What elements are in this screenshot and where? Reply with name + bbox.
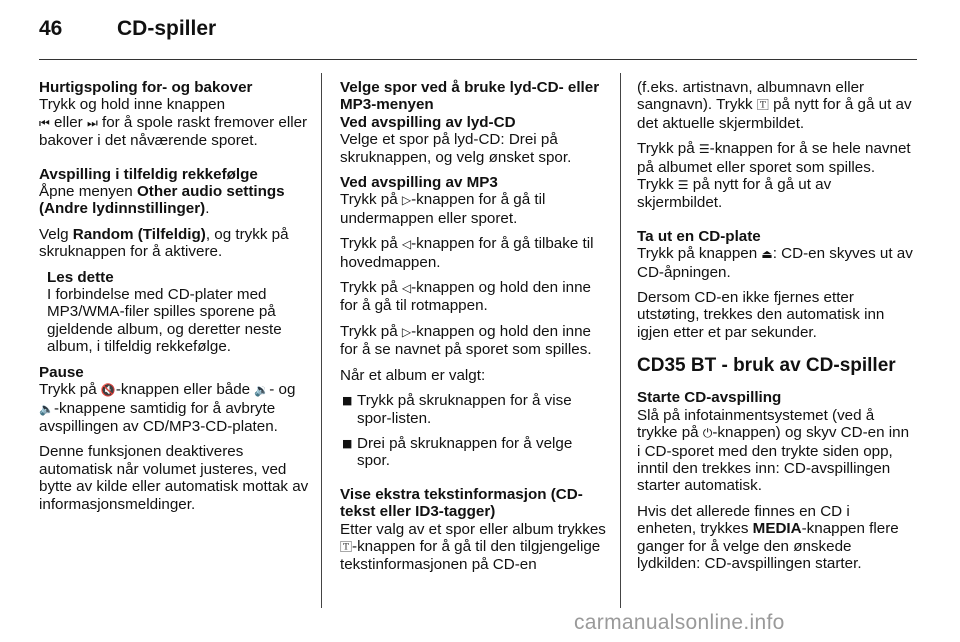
paragraph-audio-cd: Velge et spor på lyd-CD: Drei på skruknappen, og velg ønsket spor. <box>340 131 572 166</box>
paragraph-text-info: Etter valg av et spor eller album trykkes 🅃-knappen for å gå til den tilgjengelige tekstinformasjonen på CD-en <box>340 520 606 574</box>
bullet-icon: ■ <box>342 394 353 408</box>
paragraph-random-select: Velg Random (Tilfeldig), og trykk på skruknappen for å aktivere. <box>39 225 289 261</box>
volume-up-icon: 🔉 <box>254 383 270 398</box>
subheading-audio-cd: Ved avspilling av lyd-CD <box>340 113 516 131</box>
arrow-right-icon: ▷ <box>401 324 412 339</box>
paragraph-text-info-cont: (f.eks. artistnavn, albumnavn eller sangnavn). Trykk 🅃 på nytt for å gå ut av det aktuelle skjermbildet. <box>637 79 912 132</box>
column-2 <box>340 79 606 582</box>
skip-forward-icon: ⏭ <box>86 115 98 130</box>
note-heading: Les dette <box>47 268 114 286</box>
paragraph-full-name: Trykk på ☰-knappen for å se hele navnet på albumet eller sporet som spilles. Trykk ☰ på nytt for å gå ut av skjermbildet. <box>637 140 911 212</box>
column-divider-2 <box>620 73 621 608</box>
power-icon: ⏻ <box>702 426 713 441</box>
paragraph-media-button: Hvis det allerede finnes en CD i enheten, trykkes MEDIA-knappen flere ganger for å velge den ønskede lydkilden: CD-avspillingen starter. <box>637 502 899 572</box>
list-icon: ☰ <box>677 178 689 193</box>
skip-back-icon: ⏮ <box>39 115 50 130</box>
text-info-icon: 🅃 <box>756 98 769 113</box>
list-item: ■ Trykk på skruknappen for å vise spor-listen. <box>342 392 572 427</box>
paragraph-mp3-submenu: Trykk på ▷-knappen for å gå til undermappen eller sporet. <box>340 191 546 227</box>
section-heading-start-cd: Starte CD-avspilling <box>637 389 782 407</box>
volume-down-icon: 🔈 <box>39 401 54 416</box>
page-header <box>39 18 919 46</box>
list-icon: ☰ <box>698 142 710 157</box>
section-heading-select-track: Velge spor ved å bruke lyd-CD- eller MP3-menyen <box>340 79 600 114</box>
subheading-mp3: Ved avspilling av MP3 <box>340 174 498 192</box>
column-1 <box>39 79 311 521</box>
arrow-left-icon: ◁ <box>401 281 412 296</box>
page-number: 46 <box>39 17 63 40</box>
column-3 <box>637 79 913 580</box>
section-heading-eject: Ta ut en CD-plate <box>637 227 761 245</box>
note-text: I forbindelse med CD-plater med MP3/WMA-filer spilles sporene på gjeldende album, og deretter neste album, i tilfeldig rekkefølge. <box>47 286 282 356</box>
eject-icon: ⏏ <box>761 247 773 262</box>
section-heading-text-info: Vise ekstra tekstinformasjon (CD-tekst eller ID3-tagger) <box>340 485 583 521</box>
paragraph-album-selected: Når et album er valgt: <box>340 366 486 384</box>
section-title-cd35: CD35 BT - bruk av CD-spiller <box>637 355 896 377</box>
paragraph-random-menu: Åpne menyen Other audio settings (Andre lydinnstillinger). <box>39 183 285 218</box>
section-heading-fast-forward: Hurtigspoling for- og bakover <box>39 79 253 96</box>
paragraph-mp3-name: Trykk på ▷-knappen og hold den inne for å se navnet på sporet som spilles. <box>340 322 592 359</box>
header-divider <box>39 59 917 60</box>
bullet-icon: ■ <box>342 436 353 450</box>
paragraph-start-cd: Slå på infotainmentsystemet (ved å trykke på ⏻-knappen) og skyv CD-en inn i CD-sporet med den trykte siden opp, inntil den trekkes inn: CD-avspillingen starter automatisk. <box>637 406 910 495</box>
paragraph-fast-forward: Trykk og hold inne knappen ⏮ eller ⏭ for å spole raskt fremover eller bakover i det nåværende sporet. <box>39 96 308 150</box>
section-heading-pause: Pause <box>39 363 84 381</box>
watermark: carmanualsonline.info <box>574 611 785 634</box>
column-divider-1 <box>321 73 322 608</box>
page-title: CD-spiller <box>117 17 217 40</box>
mute-icon: 🔇 <box>100 383 116 398</box>
paragraph-mp3-back: Trykk på ◁-knappen for å gå tilbake til hovedmappen. <box>340 235 594 271</box>
note-box <box>47 269 311 356</box>
section-heading-random: Avspilling i tilfeldig rekkefølge <box>39 165 258 183</box>
paragraph-eject-retract: Dersom CD-en ikke fjernes etter utstøting, trekkes den automatisk inn igjen etter et par sekunder. <box>637 289 885 341</box>
paragraph-pause-deactivate: Denne funksjonen deaktiveres automatisk når volumet justeres, ved bytte av kilde eller automatisk mottak av informasjonsmeldinger. <box>39 443 309 513</box>
arrow-left-icon: ◁ <box>401 237 412 252</box>
list-item: ■ Drei på skruknappen for å velge spor. <box>342 434 573 470</box>
paragraph-pause: Trykk på 🔇-knappen eller både 🔉- og 🔈-knappene samtidig for å avbryte avspillingen av CD/MP3-CD-platen. <box>39 381 296 435</box>
paragraph-eject: Trykk på knappen ⏏: CD-en skyves ut av CD-åpningen. <box>637 245 913 281</box>
text-info-icon: 🅃 <box>340 539 353 554</box>
arrow-right-icon: ▷ <box>401 193 412 208</box>
paragraph-mp3-root: Trykk på ◁-knappen og hold den inne for å gå til rotmappen. <box>340 279 591 315</box>
